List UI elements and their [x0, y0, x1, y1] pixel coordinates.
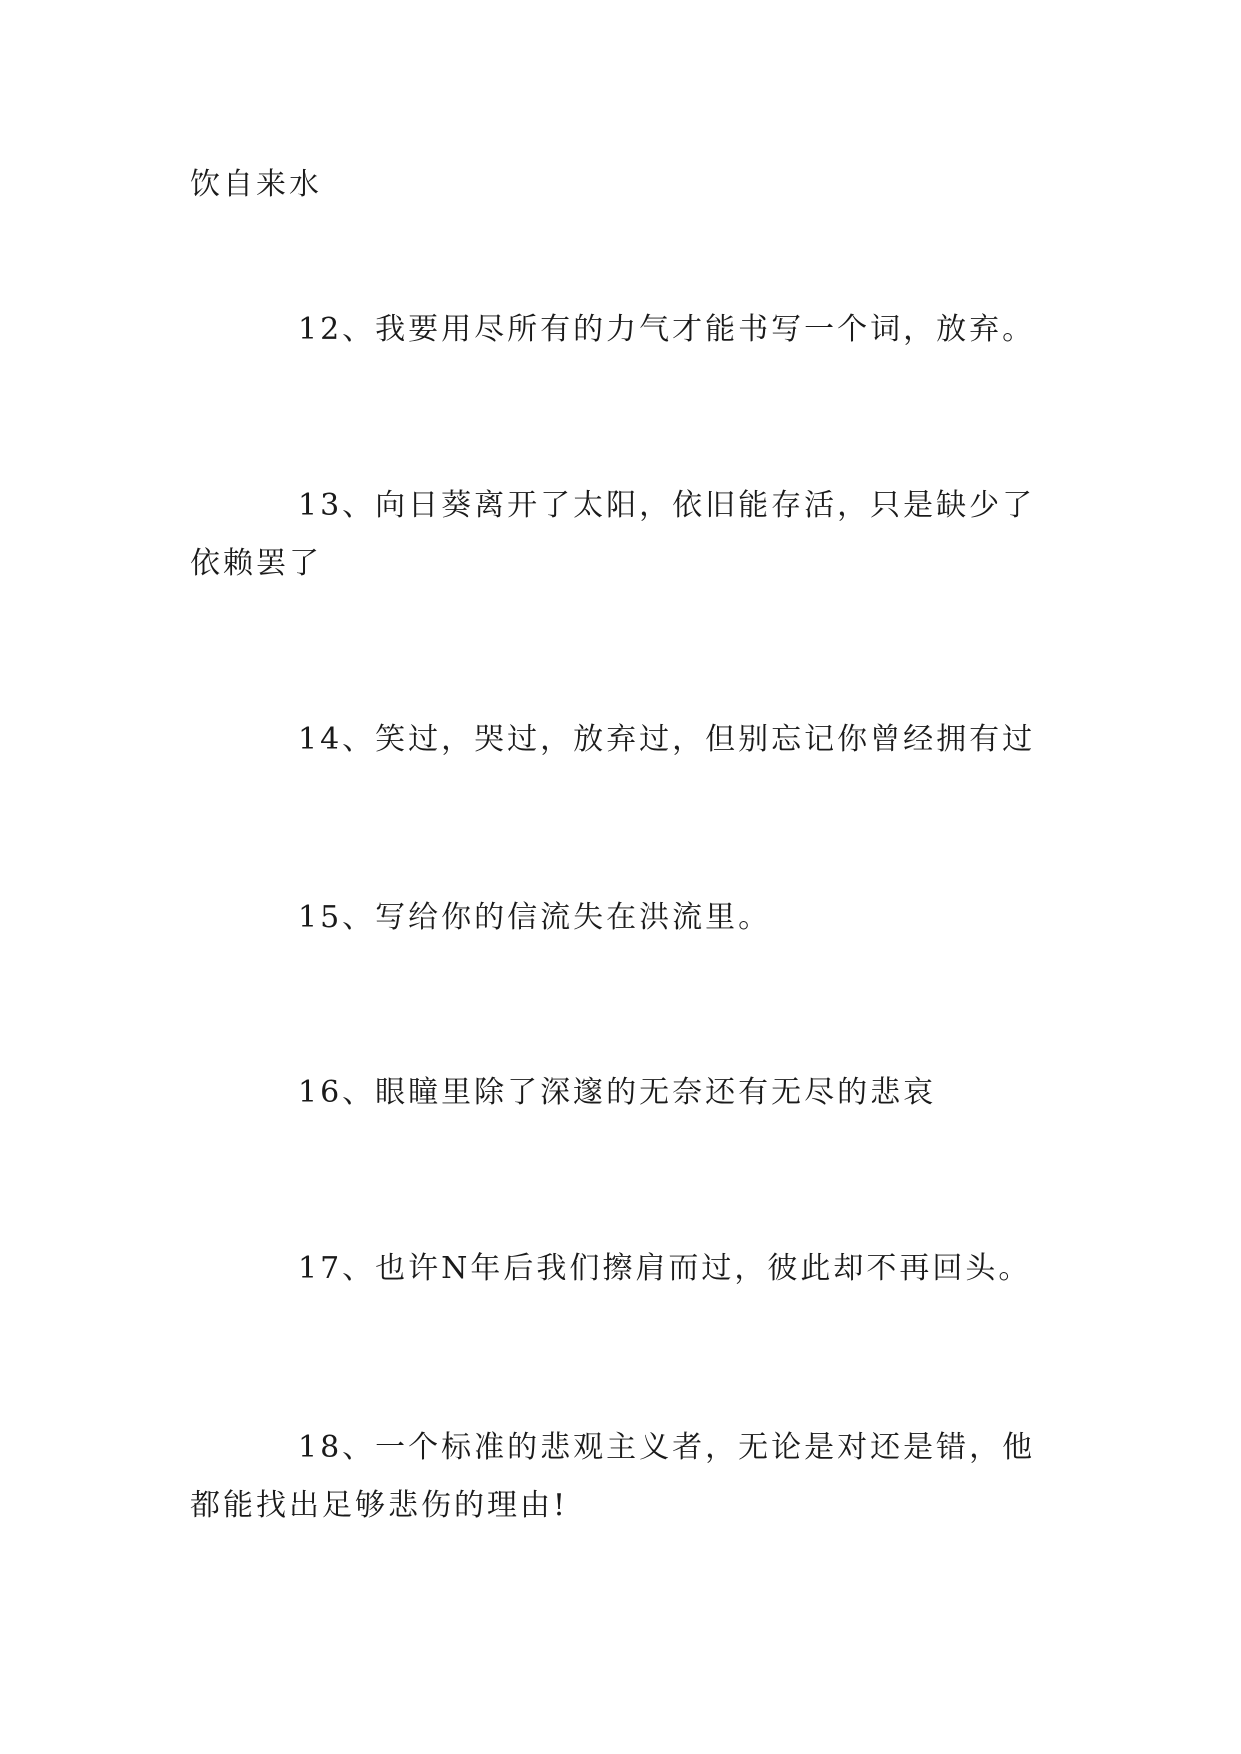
- paragraph-continuation: 饮自来水: [190, 167, 322, 202]
- paragraph-item-13: 13、向日葵离开了太阳，依旧能存活，只是缺少了依赖罢了: [190, 488, 1036, 581]
- paragraph-item-18: 18、一个标准的悲观主义者，无论是对还是错，他都能找出足够悲伤的理由!: [190, 1430, 1036, 1523]
- paragraph-item-14: 14、笑过，哭过，放弃过，但别忘记你曾经拥有过: [298, 722, 1036, 757]
- paragraph-item-15: 15、写给你的信流失在洪流里。: [298, 900, 772, 935]
- paragraph-item-16: 16、眼瞳里除了深邃的无奈还有无尽的悲哀: [298, 1075, 937, 1110]
- paragraph-item-17: 17、也许N年后我们擦肩而过，彼此却不再回头。: [298, 1251, 1032, 1286]
- paragraph-item-12: 12、我要用尽所有的力气才能书写一个词，放弃。: [298, 312, 1036, 347]
